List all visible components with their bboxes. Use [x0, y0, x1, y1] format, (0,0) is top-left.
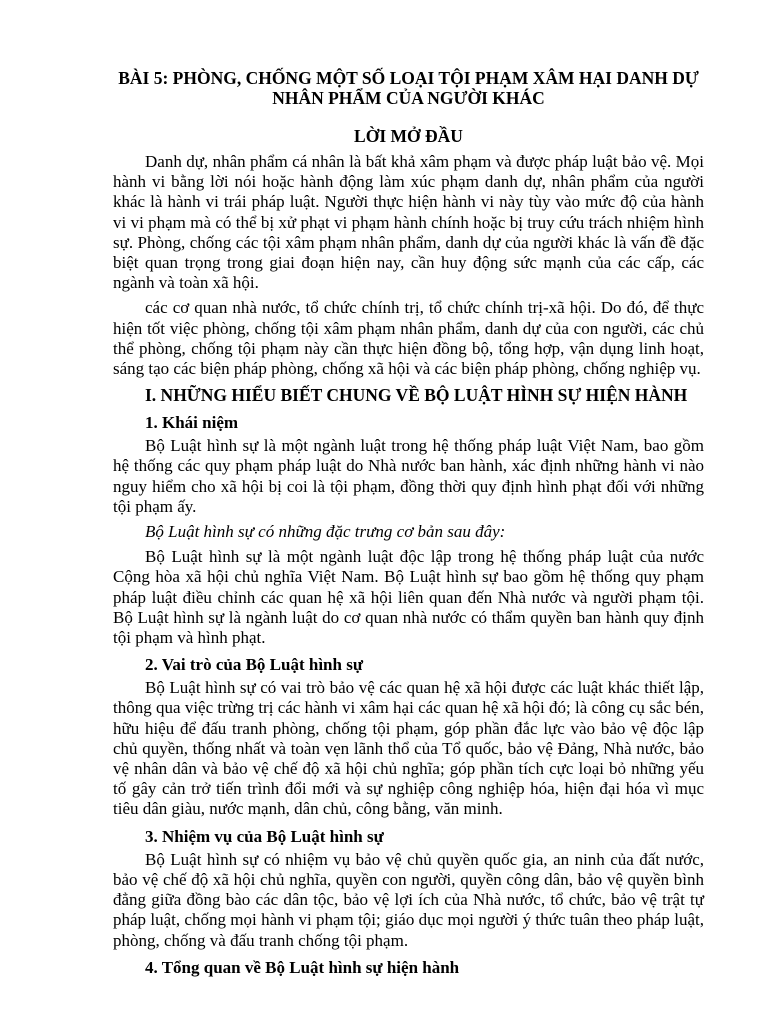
- subsection-4-heading: 4. Tổng quan về Bộ Luật hình sự hiện hành: [145, 957, 460, 977]
- subsection-3-paragraph-1: Bộ Luật hình sự có nhiệm vụ bảo vệ chủ quyền quốc gia, an ninh của đất nước, bảo vệ chế độ xã hội chủ nghĩa, quyền con người, quyền công dân, bảo vệ quyền bình đẳng giữa đồng bào các dân tộc, bảo vệ lợi ích của Nhà nước, tổ chức, bảo vệ trật tự pháp luật, chống mọi hành vi phạm tội; giáo dục mọi người ý thức tuân theo pháp luật, phòng, chống và đấu tranh chống tội phạm.: [113, 849, 704, 950]
- subsection-3-heading: 3. Nhiệm vụ của Bộ Luật hình sự: [145, 826, 384, 846]
- subsection-1-paragraph-1: Bộ Luật hình sự là một ngành luật trong hệ thống pháp luật Việt Nam, bao gồm hệ thống các quy phạm pháp luật do Nhà nước ban hành, xác định những hành vi nào nguy hiểm cho xã hội bị coi là tội phạm, đồng thời quy định hình phạt đối với những tội phạm ấy.: [113, 436, 704, 516]
- document-title: BÀI 5: PHÒNG, CHỐNG MỘT SỐ LOẠI TỘI PHẠM XÂM HẠI DANH DỰ NHÂN PHẨM CỦA NGƯỜI KHÁC: [118, 68, 699, 108]
- subsection-1-heading: 1. Khái niệm: [145, 413, 239, 433]
- intro-paragraph-1: Danh dự, nhân phẩm cá nhân là bất khả xâm phạm và được pháp luật bảo vệ. Mọi hành vi bằng lời nói hoặc hành động làm xúc phạm danh dự, nhân phẩm của người khác là hành vi trái pháp luật. Người thực hiện hành vi này tùy vào mức độ của hành vi vi phạm mà có thể bị xử phạt vi phạm hành chính hoặc bị truy cứu trách nhiệm hình sự. Phòng, chống các tội xâm phạm nhân phẩm, danh dự của người khác là vấn đề đặc biệt quan trọng trong giai đoạn hiện nay, cần huy động sức mạnh của các cấp, các ngành và toàn xã hội.: [113, 152, 704, 293]
- intro-heading: LỜI MỞ ĐẦU: [354, 126, 463, 146]
- section-1-heading: I. NHỮNG HIỂU BIẾT CHUNG VỀ BỘ LUẬT HÌNH SỰ HIỆN HÀNH: [145, 385, 688, 406]
- subsection-1-paragraph-2: Bộ Luật hình sự là một ngành luật độc lập trong hệ thống pháp luật của nước Cộng hòa xã hội chủ nghĩa Việt Nam. Bộ Luật hình sự bao gồm hệ thống quy phạm pháp luật điều chỉnh các quan hệ xã hội liên quan đến Nhà nước và người phạm tội. Bộ Luật hình sự là ngành luật do cơ quan nhà nước có thẩm quyền ban hành quy định tội phạm và hình phạt.: [113, 547, 704, 648]
- subsection-2-paragraph-1: Bộ Luật hình sự có vai trò bảo vệ các quan hệ xã hội được các luật khác thiết lập, thông qua việc trừng trị các hành vi xâm hại các quan hệ xã hội đó; là công cụ sắc bén, hữu hiệu để đấu tranh phòng, chống tội phạm, góp phần đắc lực vào bảo vệ độc lập chủ quyền, thống nhất và toàn vẹn lãnh thổ của Tổ quốc, bảo vệ Đảng, Nhà nước, bảo vệ nhân dân và bảo vệ chế độ xã hội chủ nghĩa; góp phần tích cực loại bỏ những yếu tố gây cản trở tiến trình đổi mới và sự nghiệp công nghiệp hóa, hiện đại hóa vì mục tiêu dân giàu, nước mạnh, dân chủ, công bằng, văn minh.: [113, 678, 704, 819]
- subsection-2-heading: 2. Vai trò của Bộ Luật hình sự: [145, 655, 364, 675]
- intro-paragraph-2: các cơ quan nhà nước, tổ chức chính trị, tổ chức chính trị-xã hội. Do đó, để thực hiện tốt việc phòng, chống tội xâm phạm nhân phẩm, danh dự của con người, các chủ thể phòng, chống tội phạm này cần thực hiện đồng bộ, tổng hợp, vận dụng linh hoạt, sáng tạo các biện pháp phòng, chống xã hội và các biện pháp phòng, chống nghiệp vụ.: [113, 298, 704, 379]
- subsection-1-italic-note: Bộ Luật hình sự có những đặc trưng cơ bản sau đây:: [145, 522, 506, 542]
